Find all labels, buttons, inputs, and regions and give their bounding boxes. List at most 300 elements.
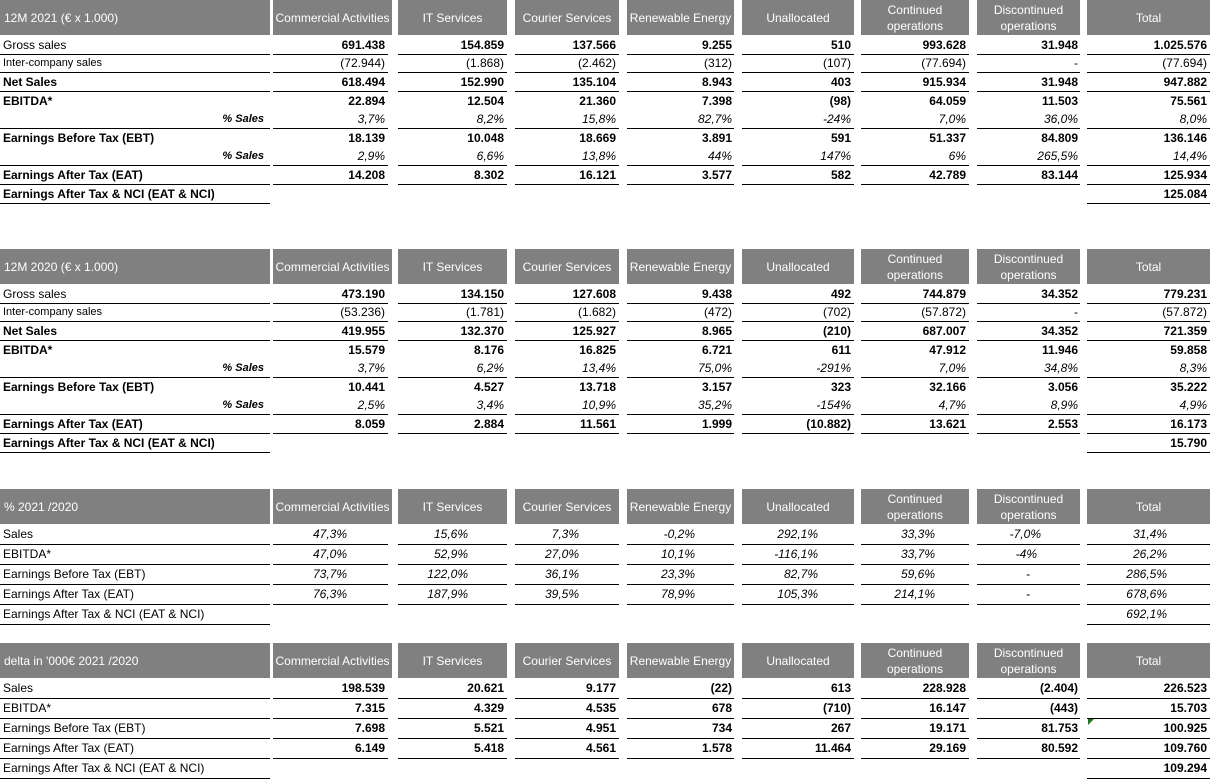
- row-rule: [627, 54, 734, 55]
- value-cell: 744.879: [922, 286, 966, 301]
- row-rule: [1087, 433, 1210, 434]
- row-rule: [742, 698, 854, 699]
- value-cell: 84.809: [1041, 130, 1078, 145]
- row-rule: [0, 303, 270, 304]
- row-rule: [515, 128, 619, 129]
- row-rule: [398, 718, 507, 719]
- row-rule: [273, 91, 388, 92]
- row-rule: [1087, 165, 1210, 166]
- row-label: Earnings After Tax (EAT): [3, 587, 134, 601]
- row-rule: [627, 377, 734, 378]
- row-rule: [515, 184, 619, 185]
- value-cell: 29.169: [929, 741, 966, 755]
- value-cell: 35,2%: [697, 398, 732, 412]
- value-cell: (77.694): [1162, 56, 1207, 70]
- value-cell: 27,0%: [544, 547, 579, 561]
- value-cell: 11.464: [814, 741, 851, 755]
- value-cell: 226.523: [1163, 681, 1207, 695]
- value-cell: 611: [831, 342, 851, 357]
- table-row: [0, 604, 1212, 624]
- row-rule: [515, 91, 619, 92]
- value-cell: 8,9%: [1050, 398, 1078, 412]
- value-cell: 7,3%: [551, 527, 579, 541]
- value-cell: 75,0%: [697, 361, 732, 375]
- column-header: Renewable Energy: [627, 0, 734, 35]
- value-cell: 16.147: [929, 701, 966, 715]
- value-cell: (710): [822, 701, 851, 715]
- value-cell: 4,7%: [938, 398, 966, 412]
- value-cell: 473.190: [341, 286, 385, 301]
- row-rule: [0, 165, 270, 166]
- row-rule: [627, 433, 734, 434]
- value-cell: 75.561: [1170, 93, 1207, 108]
- row-rule: [861, 544, 969, 545]
- value-cell: 8.943: [701, 74, 732, 89]
- table-row: [0, 91, 1212, 110]
- row-label: Earnings After Tax & NCI (EAT & NCI): [3, 607, 205, 621]
- column-header: Continued operations: [861, 0, 969, 35]
- row-rule: [273, 564, 388, 565]
- value-cell: 136.146: [1163, 130, 1207, 145]
- row-rule: [515, 303, 619, 304]
- column-header: Discontinued operations: [977, 249, 1080, 284]
- value-cell: 613: [830, 681, 851, 695]
- row-rule: [273, 54, 388, 55]
- row-rule: [627, 414, 734, 415]
- value-cell: 3.577: [701, 167, 732, 182]
- value-cell: 8.059: [354, 416, 385, 431]
- value-cell: 76,3%: [312, 587, 347, 601]
- value-cell: -291%: [816, 361, 851, 375]
- row-rule: [1087, 128, 1210, 129]
- column-header: Renewable Energy: [627, 489, 734, 524]
- column-header: Courier Services: [515, 643, 619, 678]
- table-row: [0, 377, 1212, 396]
- row-rule: [0, 452, 270, 453]
- row-label: Earnings Before Tax (EBT): [3, 130, 155, 145]
- table-row: [0, 35, 1212, 54]
- value-cell: 1.025.576: [1153, 37, 1207, 52]
- value-cell: 34.352: [1041, 286, 1078, 301]
- row-rule: [0, 544, 270, 545]
- value-cell: 11.561: [579, 416, 616, 431]
- row-rule: [398, 54, 507, 55]
- row-rule: [977, 377, 1080, 378]
- column-header: Commercial Activities: [273, 489, 392, 524]
- row-rule: [515, 72, 619, 73]
- value-cell: 2,5%: [357, 398, 385, 412]
- value-cell: -: [1026, 587, 1030, 601]
- table-row: [0, 110, 1212, 128]
- row-rule: [742, 340, 854, 341]
- row-rule: [398, 128, 507, 129]
- value-cell: 6,6%: [476, 149, 504, 163]
- value-cell: 16.121: [579, 167, 616, 182]
- value-cell: (53.236): [340, 305, 385, 319]
- row-label: Earnings After Tax & NCI (EAT & NCI): [3, 435, 215, 450]
- row-rule: [1087, 604, 1210, 605]
- value-cell: 33,7%: [900, 547, 935, 561]
- row-rule: [1087, 544, 1210, 545]
- column-header: Courier Services: [515, 0, 619, 35]
- row-rule: [398, 340, 507, 341]
- row-rule: [977, 604, 1080, 605]
- table-row: [0, 678, 1212, 698]
- column-header: Commercial Activities: [273, 0, 392, 35]
- row-rule: [627, 604, 734, 605]
- row-rule: [0, 72, 270, 73]
- value-cell: 8.176: [473, 342, 504, 357]
- value-cell: 47.912: [929, 342, 966, 357]
- value-cell: 152.990: [460, 74, 504, 89]
- row-rule: [0, 54, 270, 55]
- table-row: [0, 340, 1212, 359]
- value-cell: 14,4%: [1172, 149, 1207, 163]
- row-rule: [0, 698, 270, 699]
- table-row: [0, 718, 1212, 738]
- value-cell: (1.868): [465, 56, 504, 70]
- row-rule: [515, 377, 619, 378]
- row-rule: [0, 624, 270, 625]
- row-rule: [861, 377, 969, 378]
- value-cell: 44%: [707, 149, 732, 163]
- value-cell: -116,1%: [774, 547, 818, 561]
- value-cell: 20.621: [467, 681, 504, 695]
- row-rule: [1087, 414, 1210, 415]
- row-rule: [861, 72, 969, 73]
- value-cell: 2,9%: [357, 149, 385, 163]
- row-rule: [515, 604, 619, 605]
- row-rule: [0, 584, 270, 585]
- value-cell: 32.166: [929, 379, 966, 394]
- value-cell: 8.302: [473, 167, 504, 182]
- value-cell: 8.965: [701, 323, 732, 338]
- value-cell: 3,7%: [357, 112, 385, 126]
- row-rule: [273, 584, 388, 585]
- value-cell: 687.007: [922, 323, 966, 338]
- row-rule: [742, 54, 854, 55]
- value-cell: 7.398: [701, 93, 732, 108]
- row-rule: [0, 718, 270, 719]
- row-label: EBITDA*: [3, 547, 52, 561]
- table-row: [0, 72, 1212, 91]
- row-rule: [627, 303, 734, 304]
- row-rule: [1087, 564, 1210, 565]
- value-cell: 125.084: [1163, 186, 1207, 201]
- value-cell: 187,9%: [427, 587, 468, 601]
- value-cell: 3.157: [701, 379, 732, 394]
- value-cell: 13.718: [579, 379, 616, 394]
- value-cell: 34.352: [1041, 323, 1078, 338]
- value-cell: 125.934: [1163, 167, 1207, 182]
- row-rule: [398, 91, 507, 92]
- row-rule: [861, 54, 969, 55]
- row-rule: [273, 165, 388, 166]
- value-cell: (98): [829, 93, 851, 108]
- value-cell: 109.294: [1163, 761, 1207, 775]
- row-rule: [861, 321, 969, 322]
- column-header: Continued operations: [861, 489, 969, 524]
- value-cell: 492: [830, 286, 851, 301]
- value-cell: 82,7%: [697, 112, 732, 126]
- row-label: Earnings Before Tax (EBT): [3, 721, 146, 735]
- value-cell: 292,1%: [777, 527, 818, 541]
- row-rule: [1087, 184, 1210, 185]
- value-cell: (210): [822, 323, 851, 338]
- row-rule: [861, 128, 969, 129]
- row-rule: [1087, 72, 1210, 73]
- table-title: 12M 2020 (€ x 1.000): [0, 249, 270, 284]
- value-cell: 59.858: [1170, 342, 1207, 357]
- row-rule: [977, 544, 1080, 545]
- column-header: IT Services: [398, 249, 507, 284]
- row-rule: [977, 303, 1080, 304]
- row-label: Earnings After Tax & NCI (EAT & NCI): [3, 186, 215, 201]
- row-rule: [627, 91, 734, 92]
- column-header: Total: [1087, 0, 1210, 35]
- row-label: % Sales: [222, 150, 264, 162]
- value-cell: 105,3%: [777, 587, 818, 601]
- value-cell: 64.059: [929, 93, 966, 108]
- value-cell: 15.790: [1170, 435, 1207, 450]
- value-cell: 18.669: [579, 130, 616, 145]
- table-row: [0, 184, 1212, 203]
- row-rule: [977, 184, 1080, 185]
- value-cell: 9.438: [701, 286, 732, 301]
- value-cell: 228.928: [922, 681, 966, 695]
- value-cell: (2.404): [1039, 681, 1078, 695]
- column-header: Unallocated: [742, 0, 854, 35]
- row-rule: [398, 321, 507, 322]
- value-cell: 8,3%: [1179, 361, 1207, 375]
- row-rule: [977, 165, 1080, 166]
- value-cell: 11.946: [1041, 342, 1078, 357]
- column-header: Continued operations: [861, 249, 969, 284]
- row-rule: [1087, 738, 1210, 739]
- row-rule: [398, 184, 507, 185]
- value-cell: 1.578: [701, 741, 732, 755]
- column-header: IT Services: [398, 0, 507, 35]
- column-header: Renewable Energy: [627, 249, 734, 284]
- value-cell: (107): [822, 56, 851, 70]
- table-row: [0, 414, 1212, 433]
- value-cell: (57.872): [921, 305, 966, 319]
- value-cell: 915.934: [922, 74, 966, 89]
- row-rule: [742, 184, 854, 185]
- value-cell: 6,2%: [476, 361, 504, 375]
- value-cell: 3.891: [701, 130, 732, 145]
- value-cell: (1.781): [465, 305, 504, 319]
- row-rule: [515, 758, 619, 759]
- value-cell: 214,1%: [894, 587, 935, 601]
- row-rule: [742, 303, 854, 304]
- value-cell: 4.329: [473, 701, 504, 715]
- table-row: [0, 584, 1212, 604]
- row-rule: [515, 564, 619, 565]
- value-cell: 1.999: [701, 416, 732, 431]
- row-label: Earnings After Tax & NCI (EAT & NCI): [3, 761, 205, 775]
- row-label: Sales: [3, 527, 34, 541]
- row-rule: [627, 340, 734, 341]
- row-rule: [398, 303, 507, 304]
- value-cell: 21.360: [579, 93, 616, 108]
- table-row: [0, 738, 1212, 758]
- value-cell: 5.418: [473, 741, 504, 755]
- row-rule: [1087, 303, 1210, 304]
- row-label: Inter-company sales: [3, 57, 103, 69]
- value-cell: 267: [830, 721, 851, 735]
- row-rule: [398, 433, 507, 434]
- comment-marker[interactable]: [1088, 719, 1094, 725]
- row-rule: [0, 340, 270, 341]
- row-label: Gross sales: [3, 37, 67, 52]
- row-rule: [398, 584, 507, 585]
- row-rule: [515, 698, 619, 699]
- row-rule: [627, 738, 734, 739]
- value-cell: 265,5%: [1037, 149, 1078, 163]
- row-label: Earnings Before Tax (EBT): [3, 379, 155, 394]
- value-cell: 734: [711, 721, 732, 735]
- row-label: Earnings Before Tax (EBT): [3, 567, 146, 581]
- value-cell: 7,0%: [938, 112, 966, 126]
- value-cell: (57.872): [1162, 305, 1207, 319]
- value-cell: (472): [703, 305, 732, 319]
- row-rule: [398, 698, 507, 699]
- value-cell: 22.894: [348, 93, 385, 108]
- value-cell: (1.682): [577, 305, 616, 319]
- row-rule: [1087, 54, 1210, 55]
- value-cell: -4%: [1015, 547, 1037, 561]
- row-rule: [0, 414, 270, 415]
- row-label: EBITDA*: [3, 701, 52, 715]
- row-rule: [742, 544, 854, 545]
- value-cell: 9.255: [701, 37, 732, 52]
- value-cell: 10,9%: [581, 398, 616, 412]
- row-rule: [861, 340, 969, 341]
- row-rule: [977, 584, 1080, 585]
- value-cell: 13,4%: [581, 361, 616, 375]
- row-rule: [977, 718, 1080, 719]
- row-rule: [515, 414, 619, 415]
- row-rule: [515, 718, 619, 719]
- value-cell: 6%: [948, 149, 966, 163]
- value-cell: 510: [830, 37, 851, 52]
- row-rule: [742, 165, 854, 166]
- row-rule: [627, 128, 734, 129]
- value-cell: 2.553: [1047, 416, 1078, 431]
- row-rule: [0, 184, 270, 185]
- value-cell: 5.521: [473, 721, 504, 735]
- row-label: Inter-company sales: [3, 306, 103, 318]
- row-rule: [0, 564, 270, 565]
- row-rule: [1087, 758, 1210, 759]
- column-header: IT Services: [398, 643, 507, 678]
- value-cell: 109.760: [1163, 741, 1207, 755]
- table-title: 12M 2021 (€ x 1.000): [0, 0, 270, 35]
- value-cell: 19.171: [929, 721, 966, 735]
- value-cell: 13.621: [929, 416, 966, 431]
- row-rule: [742, 433, 854, 434]
- row-rule: [398, 544, 507, 545]
- row-label: Net Sales: [3, 74, 58, 89]
- table-row: [0, 564, 1212, 584]
- row-rule: [398, 758, 507, 759]
- value-cell: 36,0%: [1043, 112, 1078, 126]
- row-rule: [861, 718, 969, 719]
- row-rule: [977, 321, 1080, 322]
- row-rule: [627, 698, 734, 699]
- row-rule: [273, 433, 388, 434]
- table-row: [0, 698, 1212, 718]
- value-cell: 13,8%: [581, 149, 616, 163]
- row-rule: [1087, 377, 1210, 378]
- row-rule: [742, 414, 854, 415]
- row-rule: [0, 128, 270, 129]
- value-cell: 582: [830, 167, 851, 182]
- row-rule: [627, 544, 734, 545]
- value-cell: -: [1026, 567, 1030, 581]
- table-row: [0, 359, 1212, 377]
- value-cell: 691.438: [341, 37, 385, 52]
- value-cell: 4.561: [585, 741, 616, 755]
- row-rule: [398, 738, 507, 739]
- value-cell: 6.149: [354, 741, 385, 755]
- row-rule: [273, 698, 388, 699]
- value-cell: 35.222: [1170, 379, 1207, 394]
- value-cell: 15,8%: [581, 112, 616, 126]
- row-rule: [977, 698, 1080, 699]
- value-cell: 26,2%: [1132, 547, 1167, 561]
- value-cell: 403: [830, 74, 851, 89]
- row-rule: [627, 321, 734, 322]
- row-rule: [861, 604, 969, 605]
- value-cell: 100.925: [1163, 721, 1207, 735]
- table-title: delta in '000€ 2021 /2020: [0, 643, 270, 678]
- row-rule: [861, 91, 969, 92]
- table-row: [0, 433, 1212, 452]
- value-cell: 7.315: [354, 701, 385, 715]
- value-cell: 147%: [820, 149, 851, 163]
- table-row: [0, 54, 1212, 72]
- row-rule: [627, 758, 734, 759]
- row-rule: [515, 544, 619, 545]
- row-rule: [515, 165, 619, 166]
- row-rule: [742, 564, 854, 565]
- table-row: [0, 758, 1212, 778]
- value-cell: 15.579: [348, 342, 385, 357]
- column-header: Discontinued operations: [977, 643, 1080, 678]
- column-header: Total: [1087, 489, 1210, 524]
- value-cell: 4.527: [473, 379, 504, 394]
- row-label: % Sales: [222, 362, 264, 374]
- value-cell: 36,1%: [544, 567, 579, 581]
- row-label: Sales: [3, 681, 34, 695]
- value-cell: 10,1%: [660, 547, 695, 561]
- value-cell: 323: [830, 379, 851, 394]
- value-cell: 286,5%: [1126, 567, 1167, 581]
- row-rule: [0, 738, 270, 739]
- row-rule: [977, 340, 1080, 341]
- value-cell: 51.337: [929, 130, 966, 145]
- value-cell: 11.503: [1041, 93, 1078, 108]
- value-cell: 10.441: [348, 379, 385, 394]
- value-cell: 125.927: [572, 323, 616, 338]
- column-header: IT Services: [398, 489, 507, 524]
- value-cell: -: [1074, 305, 1078, 319]
- value-cell: 47,0%: [312, 547, 347, 561]
- row-rule: [1087, 91, 1210, 92]
- row-rule: [627, 165, 734, 166]
